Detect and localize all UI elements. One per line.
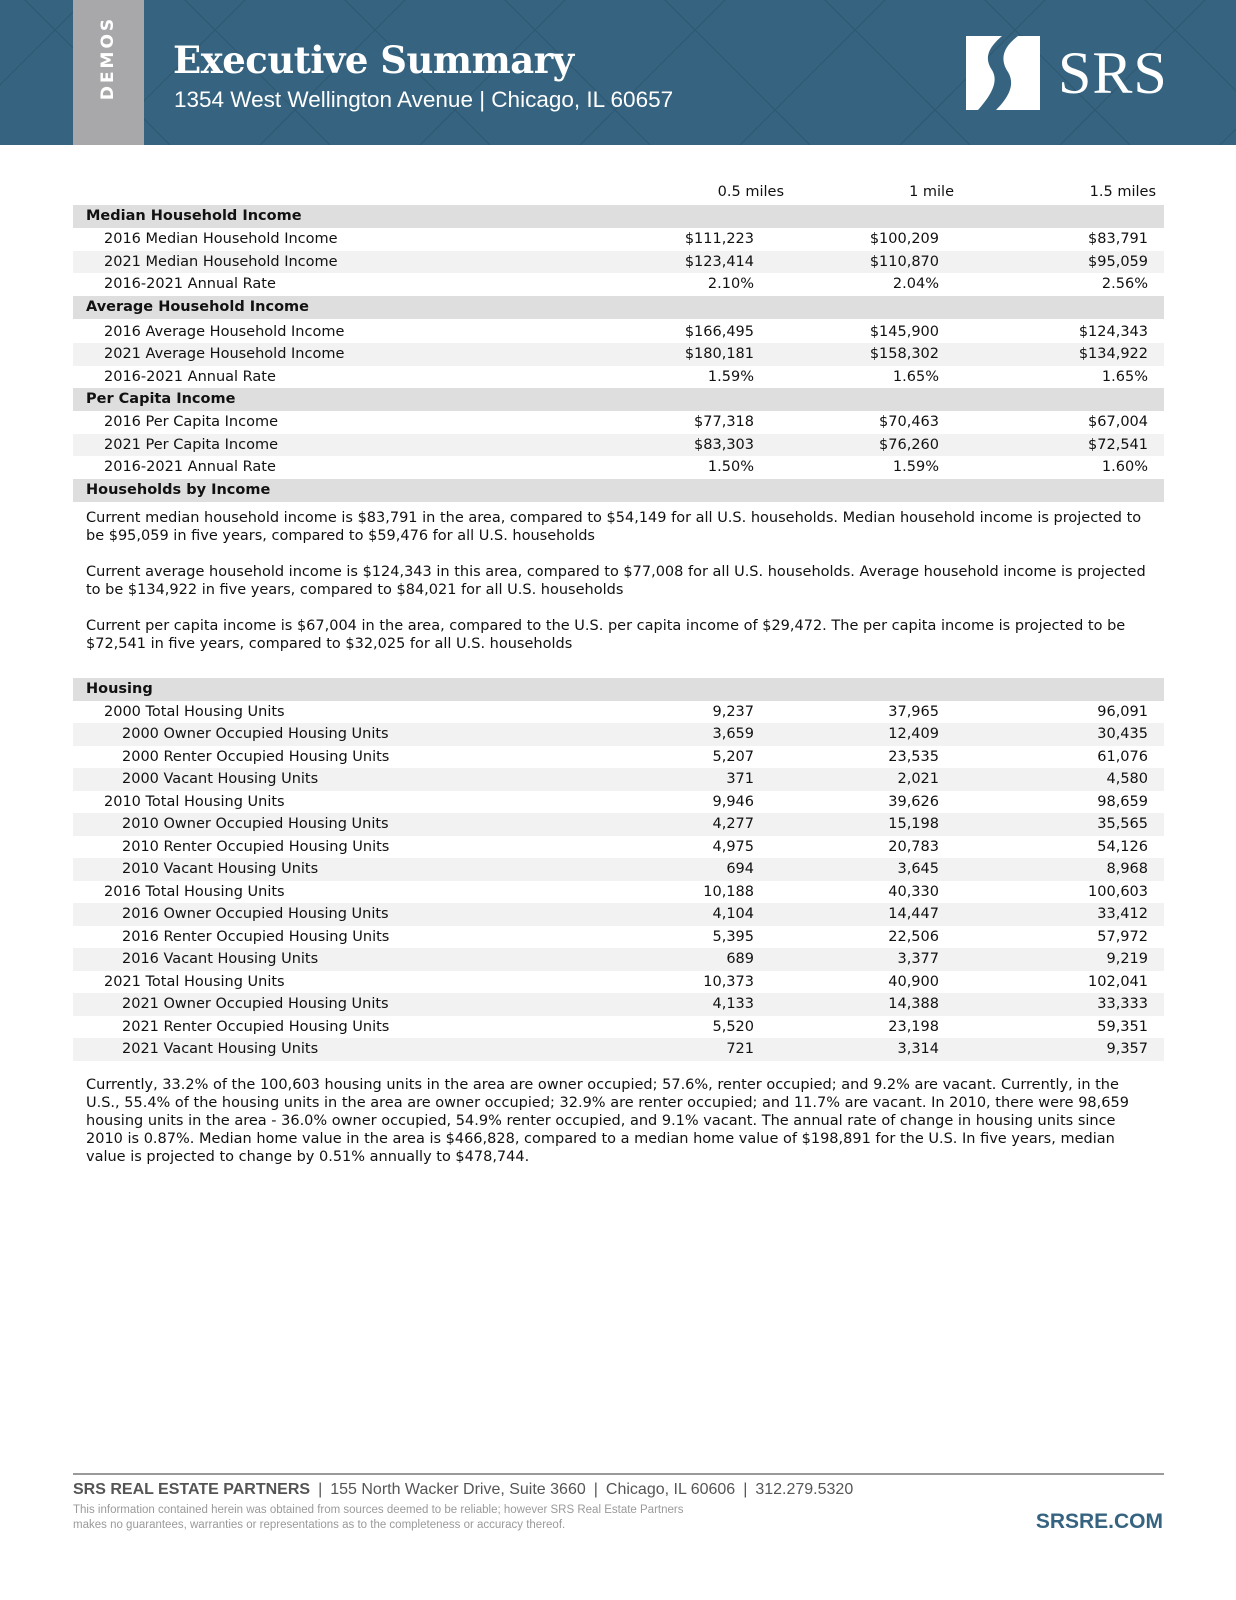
footer-divider	[73, 1473, 1164, 1475]
median-income-paragraph: Current median household income is $83,791 in the area, compared to $54,149 for all U.S. households. Median household income is projected to be $95,059 in five years, compared to $59,476 for all U.S. households	[86, 509, 1142, 544]
demos-section-tab	[73, 0, 144, 145]
footer-city: Chicago, IL 60606	[605, 1481, 736, 1498]
table-row: 2016 Total Housing Units 10,188 40,330 100,603	[104, 883, 1148, 900]
radius-column-headers	[73, 178, 1164, 205]
table-row: 2010 Owner Occupied Housing Units 4,277 15,198 35,565	[73, 813, 1164, 836]
table-row: 2010 Total Housing Units 9,946 39,626 98,659	[104, 793, 1148, 810]
table-row: 2016 Average Household Income $166,495 $145,900 $124,343	[104, 323, 1148, 340]
demographics-content	[73, 178, 1164, 1166]
table-row: 2021 Total Housing Units 10,373 40,900 102,041	[104, 973, 1148, 990]
table-row: 2000 Total Housing Units 9,237 37,965 96,091	[104, 703, 1148, 720]
table-row: 2016 Owner Occupied Housing Units 4,104 14,447 33,412	[73, 903, 1164, 926]
table-row: 2016-2021 Annual Rate 2.10% 2.04% 2.56%	[104, 276, 1148, 292]
footer-company-name: SRS REAL ESTATE PARTNERS	[73, 1481, 311, 1498]
section-median-household-income: Median Household Income	[73, 205, 1164, 228]
average-income-paragraph: Current average household income is $124,343 in this area, compared to $77,008 for all U.S. households. Average household income is projected to be $134,922 in five years, compared to $84,021 for all U.S. households	[86, 563, 1146, 598]
households-by-income-narrative	[73, 502, 1164, 678]
section-per-capita-income: Per Capita Income	[73, 388, 1164, 411]
table-row: 2021 Median Household Income $123,414 $110,870 $95,059	[73, 251, 1164, 274]
table-row: 2021 Renter Occupied Housing Units 5,520 23,198 59,351	[122, 1018, 1148, 1035]
srs-logo	[966, 36, 1166, 110]
website-link[interactable]: SRSRE.COM	[1035, 1510, 1163, 1533]
table-row: 2016 Renter Occupied Housing Units 5,395 22,506 57,972	[122, 928, 1148, 945]
srs-s-mark-icon	[966, 36, 1040, 110]
footer-address: 155 North Wacker Drive, Suite 3660	[330, 1481, 586, 1498]
table-row: 2021 Average Household Income $180,181 $158,302 $134,922	[73, 343, 1164, 366]
table-row: 2010 Renter Occupied Housing Units 4,975 20,783 54,126	[122, 838, 1148, 855]
table-row: 2000 Renter Occupied Housing Units 5,207 23,535 61,076	[122, 748, 1148, 765]
column-header-0-5-miles: 0.5 miles	[717, 184, 784, 200]
section-average-household-income: Average Household Income	[73, 296, 1164, 319]
footer-phone: 312.279.5320	[755, 1481, 854, 1498]
table-row: 2016 Vacant Housing Units 689 3,377 9,219	[73, 948, 1164, 971]
column-header-1-mile: 1 mile	[909, 184, 954, 200]
table-row: 2021 Per Capita Income $83,303 $76,260 $72,541	[73, 434, 1164, 457]
housing-narrative	[73, 1061, 1164, 1166]
srs-logo-text: SRS	[1058, 40, 1168, 106]
table-row: 2000 Owner Occupied Housing Units 3,659 12,409 30,435	[73, 723, 1164, 746]
housing-summary-paragraph: Currently, 33.2% of the 100,603 housing units in the area are owner occupied; 57.6%, renter occupied; and 9.2% are vacant. Currently, in the U.S., 55.4% of the housing units in the area are owner occupied; 32.9% are renter occupied; and 11.7% are vacant. In 2010, there were 98,659 housing units in the area - 36.0% owner occupied, 54.9% renter occupied, and 9.1% vacant. The annual rate of change in housing units since 2010 is 0.87%. Median home value in the area is $466,828, compared to a median home value of $198,891 for the U.S. In five years, median value is projected to change by 0.51% annually to $478,744.	[86, 1076, 1129, 1165]
table-row: 2016 Per Capita Income $77,318 $70,463 $67,004	[104, 414, 1148, 430]
table-row: 2021 Vacant Housing Units 721 3,314 9,357	[73, 1038, 1164, 1061]
table-row: 2021 Owner Occupied Housing Units 4,133 14,388 33,333	[73, 993, 1164, 1016]
footer-contact-line: SRS REAL ESTATE PARTNERS | 155 North Wacker Drive, Suite 3660 | Chicago, IL 60606 | 312.279.5320	[73, 1481, 854, 1498]
table-row: 2016-2021 Annual Rate 1.50% 1.59% 1.60%	[104, 459, 1148, 475]
column-header-1-5-miles: 1.5 miles	[1089, 184, 1156, 200]
page-title: Executive Summary	[173, 38, 574, 82]
section-housing: Housing	[73, 678, 1164, 701]
header-banner	[0, 0, 1236, 145]
per-capita-income-paragraph: Current per capita income is $67,004 in the area, compared to the U.S. per capita income of $29,472. The per capita income is projected to be $72,541 in five years, compared to $32,025 for all U.S. households	[86, 617, 1126, 652]
section-households-by-income: Households by Income	[73, 479, 1164, 502]
footer-disclaimer: This information contained herein was obtained from sources deemed to be reliable; however SRS Real Estate Partners makes no guarantees, warranties or representations as to the completeness or accuracy thereof.	[73, 1504, 684, 1531]
demos-tab-label: DEMOS	[98, 15, 119, 100]
table-row: 2016-2021 Annual Rate 1.59% 1.65% 1.65%	[104, 368, 1148, 385]
table-row: 2000 Vacant Housing Units 371 2,021 4,580	[73, 768, 1164, 791]
table-row: 2010 Vacant Housing Units 694 3,645 8,968	[73, 858, 1164, 881]
property-address: 1354 West Wellington Avenue | Chicago, IL 60657	[174, 87, 674, 112]
table-row: 2016 Median Household Income $111,223 $100,209 $83,791	[104, 231, 1148, 247]
